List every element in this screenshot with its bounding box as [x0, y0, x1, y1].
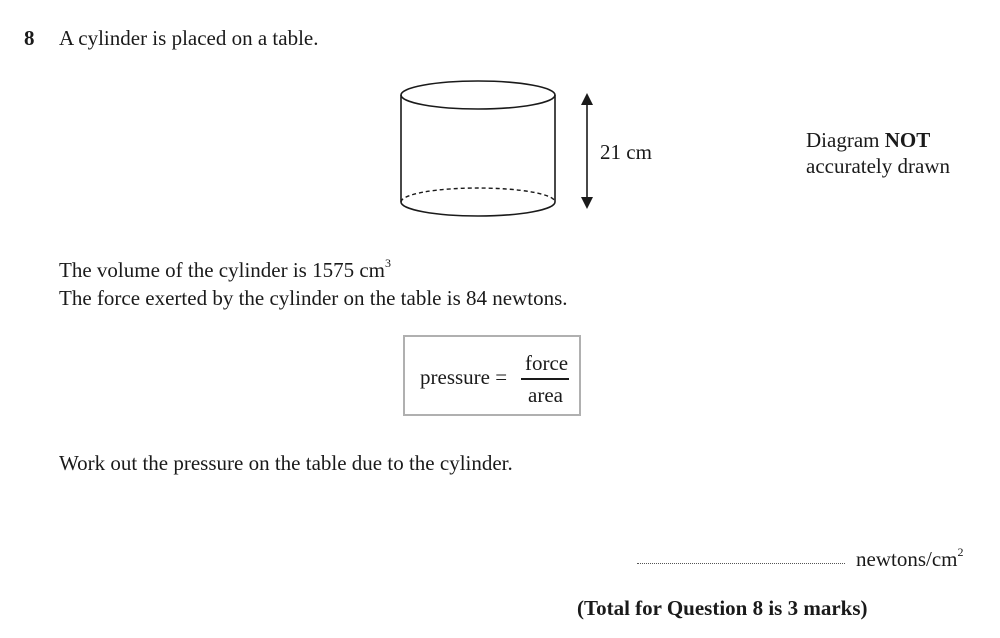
- cylinder-diagram: [390, 80, 605, 220]
- diagram-note-bold: NOT: [884, 128, 931, 152]
- answer-unit-power: 2: [957, 545, 964, 559]
- diagram-note-line2: accurately drawn: [806, 154, 950, 178]
- volume-statement: [59, 258, 391, 283]
- cylinder-top-ellipse: [401, 81, 555, 109]
- question-text: A cylinder is placed on a table.: [59, 26, 319, 50]
- question-number: 8: [24, 26, 35, 50]
- diagram-note-prefix: Diagram: [806, 128, 885, 152]
- cylinder-base-visible-edge: [401, 202, 555, 216]
- volume-power: 3: [385, 256, 392, 270]
- fraction-bar: [521, 378, 569, 380]
- height-arrow-bottom-head: [581, 197, 593, 209]
- volume-text: The volume of the cylinder is 1575 cm: [59, 258, 386, 282]
- cylinder-base-hidden-edge: [401, 188, 555, 202]
- answer-unit-text: newtons/cm: [856, 547, 958, 571]
- answer-line[interactable]: [637, 557, 845, 564]
- height-arrow-top-head: [581, 93, 593, 105]
- diagram-note: [806, 127, 950, 179]
- answer-unit: [856, 547, 963, 572]
- height-label: 21 cm: [600, 140, 652, 164]
- formula-box: [403, 335, 581, 416]
- task-text: Work out the pressure on the table due to the cylinder.: [59, 451, 513, 475]
- formula-lhs: pressure =: [420, 365, 508, 389]
- total-marks: (Total for Question 8 is 3 marks): [577, 596, 868, 620]
- formula-numerator: force: [525, 351, 569, 375]
- force-statement: The force exerted by the cylinder on the table is 84 newtons.: [59, 286, 568, 310]
- formula-denominator: area: [528, 383, 563, 407]
